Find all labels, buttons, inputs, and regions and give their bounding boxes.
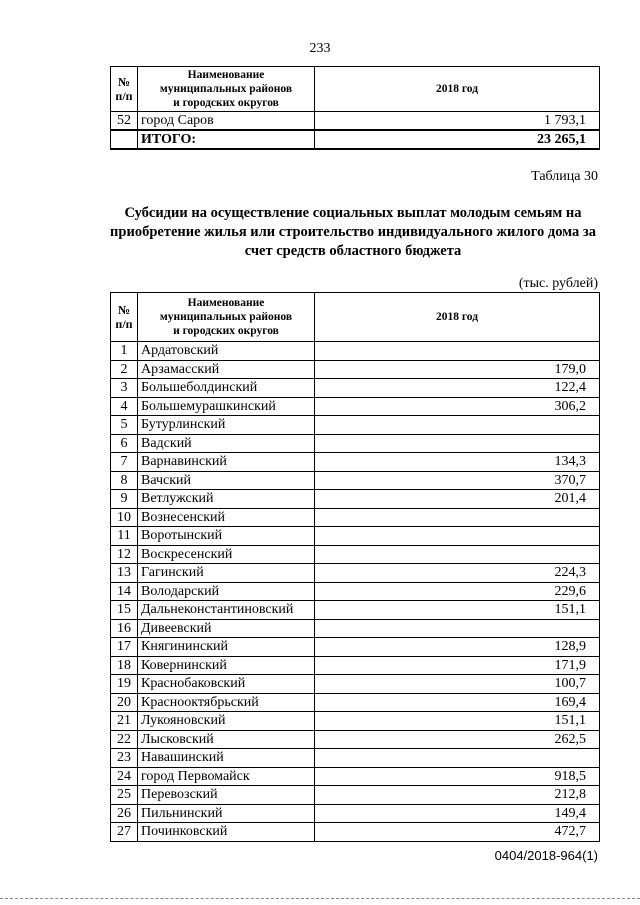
- header-year: 2018 год: [315, 293, 600, 342]
- row-num: 6: [111, 434, 138, 453]
- row-num: 13: [111, 564, 138, 583]
- row-value: [315, 749, 600, 768]
- section-heading: Субсидии на осуществление социальных выплат молодым семьям на приобретение жилья или строительство индивидуального жилого дома за счет средств областного бюджета: [110, 205, 596, 259]
- header-name: Наименование муниципальных районов и городских округов: [138, 67, 315, 112]
- table-body: [111, 342, 600, 842]
- table-row: [111, 749, 600, 768]
- table-row: [111, 564, 600, 583]
- table-row: [111, 693, 600, 712]
- table-row: [111, 379, 600, 398]
- row-name: Гагинский: [138, 564, 315, 583]
- row-num: 15: [111, 601, 138, 620]
- row-num: 23: [111, 749, 138, 768]
- table-row: [111, 786, 600, 805]
- row-num: 19: [111, 675, 138, 694]
- table-row: [111, 638, 600, 657]
- header-num: № п/п: [111, 67, 138, 112]
- row-num: 16: [111, 619, 138, 638]
- row-name: Ардатовский: [138, 342, 315, 361]
- table-row: [111, 545, 600, 564]
- row-name: город Первомайск: [138, 767, 315, 786]
- row-value: 212,8: [315, 786, 600, 805]
- row-num: 20: [111, 693, 138, 712]
- row-name: Вадский: [138, 434, 315, 453]
- row-name: Арзамасский: [138, 360, 315, 379]
- row-value: 370,7: [315, 471, 600, 490]
- row-num: 1: [111, 342, 138, 361]
- table-row: [111, 823, 600, 842]
- row-value: [315, 619, 600, 638]
- row-name: Лукояновский: [138, 712, 315, 731]
- row-name: Вачский: [138, 471, 315, 490]
- row-name: Перевозский: [138, 786, 315, 805]
- row-name: Варнавинский: [138, 453, 315, 472]
- table-row: [111, 360, 600, 379]
- row-name: Краснооктябрьский: [138, 693, 315, 712]
- table-row: [111, 112, 600, 131]
- row-num: 25: [111, 786, 138, 805]
- row-value: 149,4: [315, 804, 600, 823]
- row-value: 151,1: [315, 601, 600, 620]
- row-num: 52: [111, 112, 138, 131]
- total-row: [111, 130, 600, 149]
- row-name: Большеболдинский: [138, 379, 315, 398]
- row-value: 179,0: [315, 360, 600, 379]
- row-value: 224,3: [315, 564, 600, 583]
- table-row: [111, 453, 600, 472]
- row-num: 26: [111, 804, 138, 823]
- row-name: Ветлужский: [138, 490, 315, 509]
- row-value: [315, 545, 600, 564]
- table-row: [111, 508, 600, 527]
- row-num: 8: [111, 471, 138, 490]
- row-value: 229,6: [315, 582, 600, 601]
- row-value: 918,5: [315, 767, 600, 786]
- page-number: 233: [309, 41, 331, 56]
- row-name: Княгининский: [138, 638, 315, 657]
- row-num: 11: [111, 527, 138, 546]
- subsidy-table: [110, 292, 600, 842]
- table-row: [111, 804, 600, 823]
- header-name: Наименование муниципальных районов и городских округов: [138, 293, 315, 342]
- row-num: 12: [111, 545, 138, 564]
- row-num: 18: [111, 656, 138, 675]
- row-value: 171,9: [315, 656, 600, 675]
- table-row: [111, 342, 600, 361]
- row-value: [315, 527, 600, 546]
- row-name: Ковернинский: [138, 656, 315, 675]
- table-row: [111, 582, 600, 601]
- row-name: Краснобаковский: [138, 675, 315, 694]
- document-code: 0404/2018-964(1): [494, 848, 598, 863]
- row-name: город Саров: [138, 112, 315, 131]
- scan-edge-divider: [0, 898, 640, 899]
- row-num: 17: [111, 638, 138, 657]
- total-num-cell: [111, 130, 138, 149]
- row-value: 100,7: [315, 675, 600, 694]
- row-value: [315, 416, 600, 435]
- row-value: [315, 342, 600, 361]
- row-num: 3: [111, 379, 138, 398]
- row-value: 151,1: [315, 712, 600, 731]
- table-header-row: [111, 293, 600, 342]
- row-name: Пильнинский: [138, 804, 315, 823]
- table-row: [111, 619, 600, 638]
- total-value: 23 265,1: [315, 130, 600, 149]
- table-row: [111, 434, 600, 453]
- table-row: [111, 490, 600, 509]
- row-name: Вознесенский: [138, 508, 315, 527]
- row-name: Воротынский: [138, 527, 315, 546]
- row-value: 472,7: [315, 823, 600, 842]
- row-name: Дальнеконстантиновский: [138, 601, 315, 620]
- table-row: [111, 416, 600, 435]
- row-num: 14: [111, 582, 138, 601]
- row-value: [315, 508, 600, 527]
- table-row: [111, 712, 600, 731]
- table-row: [111, 527, 600, 546]
- row-num: 4: [111, 397, 138, 416]
- row-value: 201,4: [315, 490, 600, 509]
- row-num: 7: [111, 453, 138, 472]
- table-row: [111, 656, 600, 675]
- header-year: 2018 год: [315, 67, 600, 112]
- row-name: Большемурашкинский: [138, 397, 315, 416]
- table-row: [111, 471, 600, 490]
- row-num: 2: [111, 360, 138, 379]
- row-name: Дивеевский: [138, 619, 315, 638]
- row-value: 262,5: [315, 730, 600, 749]
- row-num: 10: [111, 508, 138, 527]
- row-value: 306,2: [315, 397, 600, 416]
- table-label: Таблица 30: [531, 169, 598, 184]
- row-num: 9: [111, 490, 138, 509]
- table-row: [111, 601, 600, 620]
- row-name: Володарский: [138, 582, 315, 601]
- row-value: 128,9: [315, 638, 600, 657]
- table-row: [111, 675, 600, 694]
- row-name: Починковский: [138, 823, 315, 842]
- row-value: 169,4: [315, 693, 600, 712]
- total-label: ИТОГО:: [138, 130, 315, 149]
- row-num: 24: [111, 767, 138, 786]
- row-name: Лысковский: [138, 730, 315, 749]
- table-header-row: [111, 67, 600, 112]
- units-note: (тыс. рублей): [518, 276, 598, 291]
- row-value: 1 793,1: [315, 112, 600, 131]
- row-value: 122,4: [315, 379, 600, 398]
- table-row: [111, 767, 600, 786]
- row-value: 134,3: [315, 453, 600, 472]
- table-row: [111, 730, 600, 749]
- row-num: 27: [111, 823, 138, 842]
- row-value: [315, 434, 600, 453]
- header-num: № п/п: [111, 293, 138, 342]
- row-num: 21: [111, 712, 138, 731]
- continuation-table: [110, 66, 600, 150]
- table-row: [111, 397, 600, 416]
- row-name: Воскресенский: [138, 545, 315, 564]
- row-name: Навашинский: [138, 749, 315, 768]
- row-num: 5: [111, 416, 138, 435]
- row-num: 22: [111, 730, 138, 749]
- row-name: Бутурлинский: [138, 416, 315, 435]
